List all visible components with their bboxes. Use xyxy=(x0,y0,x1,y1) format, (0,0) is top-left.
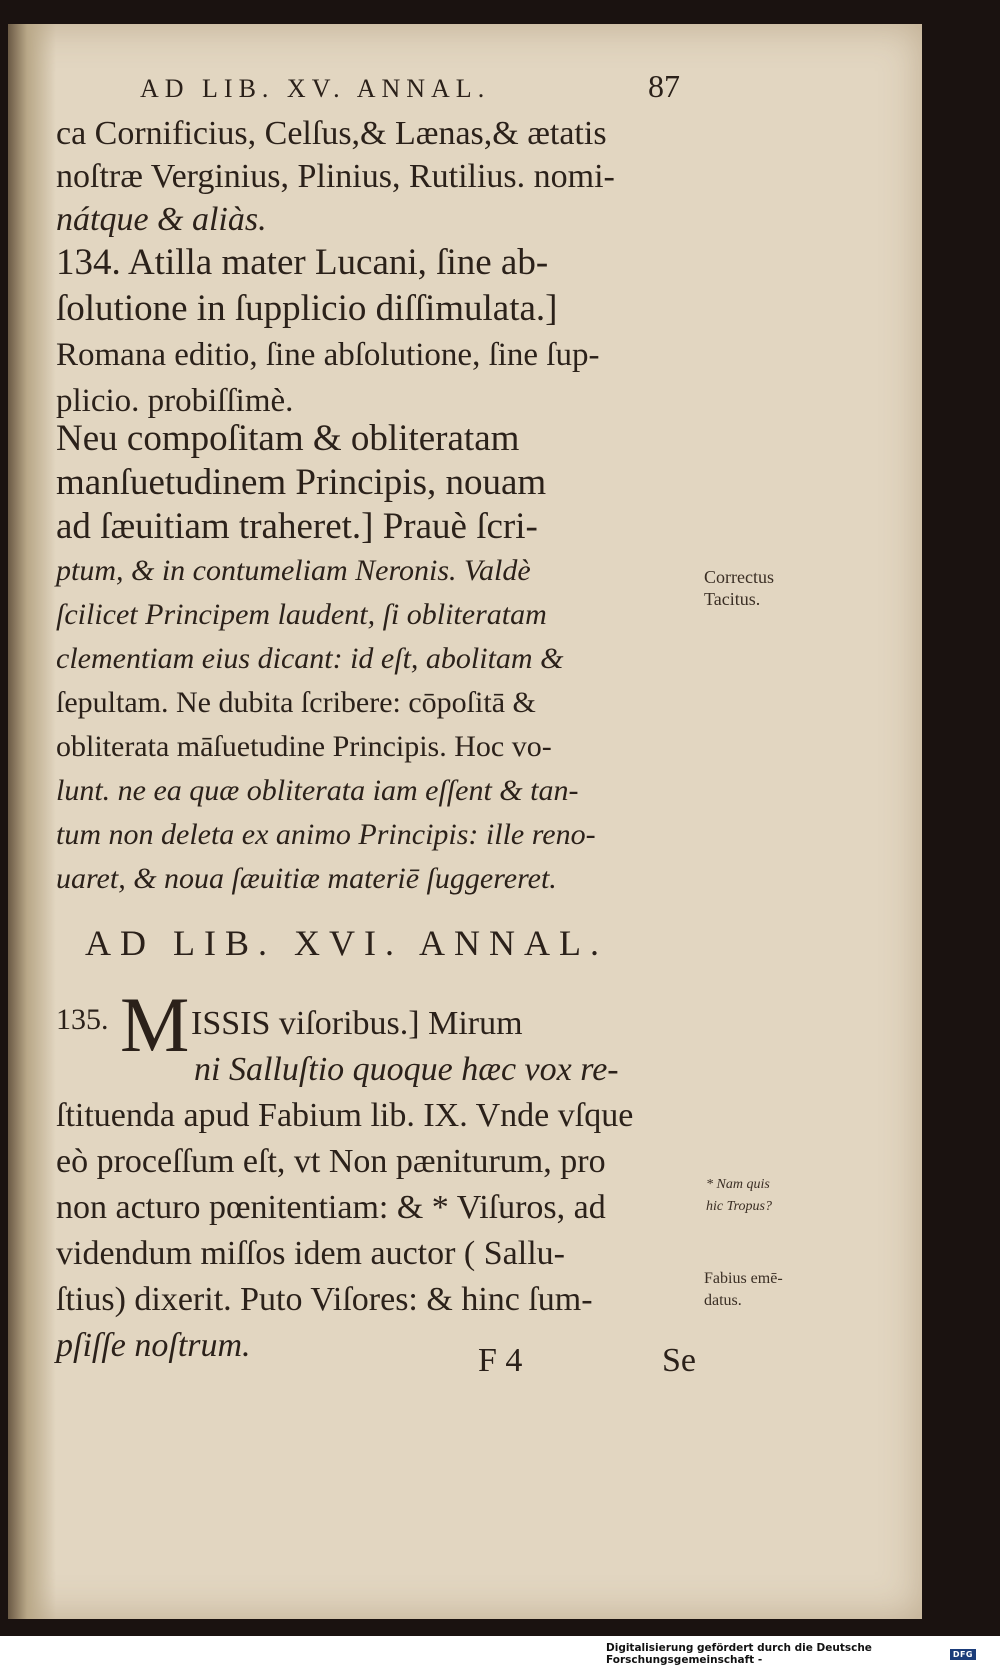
text-line: pſiſſe noſtrum. xyxy=(56,1327,251,1364)
text-line: ptum, & in contumeliam Neronis. Valdè xyxy=(56,554,531,587)
paragraph-135 xyxy=(56,1001,696,1369)
digitization-credit xyxy=(606,1644,976,1664)
margin-note-correctus xyxy=(704,566,774,610)
text-line: noſtræ Verginius, Plinius, Rutilius. nomi- xyxy=(56,158,615,195)
paragraph-neu-compositam xyxy=(56,417,696,901)
text-line: ſcilicet Principem laudent, ſi obliteratam xyxy=(56,598,547,631)
margin-note-line: * Nam quis xyxy=(706,1177,770,1192)
text-line: Neu compoſitam & obliteratam xyxy=(56,418,520,459)
drop-capital: M xyxy=(120,981,190,1068)
text-line: ISSIS viſoribus.] Mirum xyxy=(191,1005,523,1042)
catchword: Se xyxy=(662,1342,696,1379)
paragraph-134 xyxy=(56,240,696,424)
margin-note-line: Tacitus. xyxy=(704,589,761,609)
text-line: uaret, & noua ſæuitiæ materiē ſuggereret. xyxy=(56,862,557,895)
margin-note-nam-quis xyxy=(706,1174,772,1218)
margin-note-fabius xyxy=(704,1268,783,1312)
margin-note-line: hic Tropus? xyxy=(706,1199,772,1214)
paragraph-133-end xyxy=(56,112,696,241)
text-line: manſuetudinem Principis, nouam xyxy=(56,462,547,503)
text-line: ſtius) dixerit. Puto Viſores: & hinc ſum- xyxy=(56,1281,593,1318)
margin-note-line: Correctus xyxy=(704,567,774,587)
signature-mark: F 4 xyxy=(478,1342,523,1379)
text-line: ſepultam. Ne dubita ſcribere: cōpoſitā & xyxy=(56,686,536,719)
margin-note-line: Fabius emē- xyxy=(704,1270,783,1287)
text-line: ſolutione in ſupplicio diſſimulata.] xyxy=(56,288,558,329)
dfg-logo-icon: DFG xyxy=(950,1649,976,1660)
text-line: ad ſæuitiam traheret.] Prauè ſcri- xyxy=(56,506,538,547)
text-line: nátque & aliàs. xyxy=(56,201,267,238)
text-line: ca Cornificius, Celſus,& Lænas,& ætatis xyxy=(56,115,607,152)
text-line: lunt. ne ea quæ obliterata iam eſſent & tan- xyxy=(56,774,579,807)
section-heading: AD LIB. XVI. ANNAL. xyxy=(85,923,608,963)
page-number: 87 xyxy=(648,68,680,104)
text-line: tum non deleta ex animo Principis: ille reno- xyxy=(56,818,596,851)
text-line: clementiam eius dicant: id eſt, abolitam & xyxy=(56,642,564,675)
text-line: plicio. probiſſimè. xyxy=(56,383,294,419)
text-line: ſtituenda apud Fabium lib. IX. Vnde vſque xyxy=(56,1097,634,1134)
margin-note-line: datus. xyxy=(704,1292,742,1309)
paragraph-number: 135. xyxy=(56,1003,109,1036)
text-line: videndum miſſos idem auctor ( Sallu- xyxy=(56,1235,565,1272)
text-line: ni Salluſtio quoque hæc vox re- xyxy=(194,1051,619,1088)
text-line: obliterata māſuetudine Principis. Hoc vo- xyxy=(56,730,552,763)
text-line: Romana editio, ſine abſolutione, ſine ſup- xyxy=(56,337,600,373)
text-line: eò proceſſum eſt, vt Non pæniturum, pro xyxy=(56,1143,606,1180)
running-head: AD LIB. XV. ANNAL. xyxy=(140,74,491,103)
text-line: non acturo pœnitentiam: & * Viſuros, ad xyxy=(56,1189,606,1226)
text-line: 134. Atilla mater Lucani, ſine ab- xyxy=(56,242,549,283)
credit-text: Digitalisierung gefördert durch die Deutsche Forschungsgemeinschaft - xyxy=(606,1642,872,1666)
page-gutter-shadow xyxy=(8,24,56,1619)
